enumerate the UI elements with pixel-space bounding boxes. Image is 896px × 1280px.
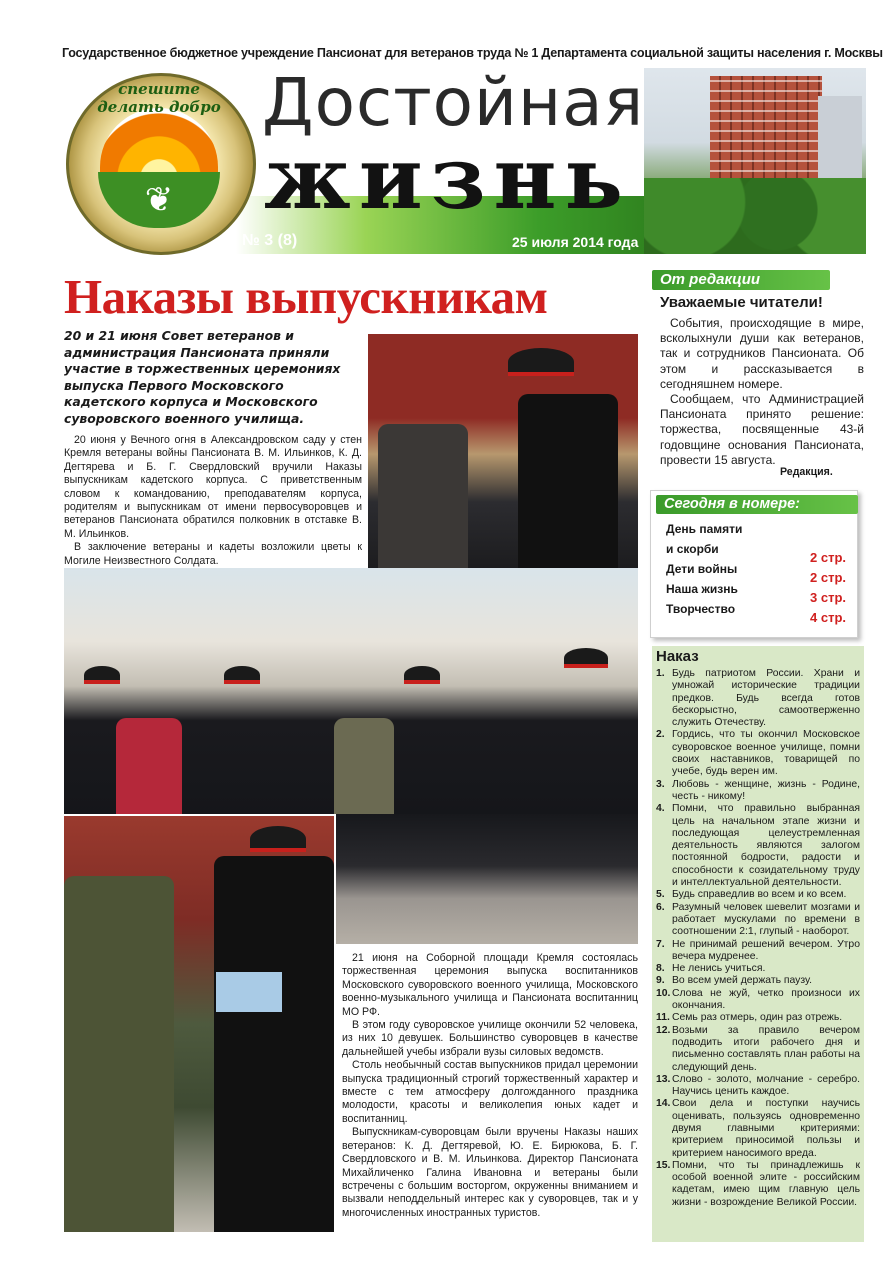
article-column-1 (64, 434, 362, 568)
item-number: 10. (656, 987, 671, 999)
item-number: 3. (656, 778, 665, 790)
nakaz-list (656, 668, 860, 1209)
editorial-signature: Редакция. (780, 466, 833, 478)
paragraph: События, происходящие в мире, всколыхнули души как ветеранов, так и сотрудников Пансионата. Об этом и рассказывается в сегодняшнем номере. (660, 316, 864, 391)
newspaper-title-line2: жизнь (264, 128, 631, 229)
contents-item: Дети войны (666, 562, 738, 576)
editorial-tab: От редакции (652, 270, 830, 290)
paragraph: В заключение ветераны и кадеты возложили цветы к Могиле Неизвестного Солдата. (64, 541, 362, 567)
article-column-2 (342, 952, 638, 1220)
item-text: Не принимай решений вечером. Утро вечера мудренее. (672, 938, 860, 962)
newspaper-title-line1: Достойная (262, 64, 645, 141)
list-item (656, 975, 860, 987)
item-number: 6. (656, 901, 665, 913)
list-item (656, 1098, 860, 1159)
list-item (656, 902, 860, 939)
issue-date: 25 июля 2014 года (512, 234, 639, 250)
issue-number: № 3 (8) (242, 232, 298, 249)
item-text: Во всем умей держать паузу. (672, 975, 813, 987)
item-text: Будь справедлив во всем и ко всем. (672, 889, 847, 901)
list-item (656, 1074, 860, 1099)
item-text: Гордись, что ты окончил Московское суворовское военное училище, помни своих наставников, товарищей по учебе, будь верен им. (672, 729, 860, 778)
list-item (656, 1160, 860, 1209)
item-number: 8. (656, 963, 665, 975)
contents-page: 2 стр. (810, 550, 846, 565)
list-item (656, 889, 860, 901)
photo-group-kremlin (64, 568, 638, 814)
item-number: 15. (656, 1159, 671, 1171)
paragraph: Выпускникам-суворовцам были вручены Наказы наших ветеранов: К. Д. Дегтяревой, Ю. Е. Бирюкова, Б. Г. Свердловского и В. М. Ильинкова. Директор Пансионата Михайличенко Галина Ивановна и ветераны были встречены с большим восторгом, окруженны вниманием и вызвали неподдельный интерес как у суворовцев, так и у многочисленных иностранных туристов. (342, 1126, 638, 1219)
paragraph: 21 июня на Соборной площади Кремля состоялась торжественная церемония выпуска воспитанников Московского суворовского военного училища, Московского военно-музыкального училища и Пансионата воспитанниц МО РФ. (342, 952, 638, 1018)
item-number: 1. (656, 668, 665, 679)
photo-award-ceremony (64, 816, 334, 1232)
paragraph: Сообщаем, что Администрацией Пансионата принято решение: торжества, посвященные 43-й годовщине основания Пансионата, провести 15 августа. (660, 392, 864, 467)
list-item (656, 988, 860, 1013)
contents-page: 2 стр. (810, 570, 846, 585)
contents-page: 4 стр. (810, 610, 846, 625)
list-item (656, 1025, 860, 1074)
photo-group-kremlin-lower (336, 814, 638, 944)
list-item (656, 803, 860, 889)
publisher-line: Государственное бюджетное учреждение Пансионат для ветеранов труда № 1 Департамента социальной защиты населения г. Москвы (62, 46, 883, 60)
item-text: Слова не жуй, четко произноси их окончания. (672, 987, 860, 1012)
logo-motto: спешите делать добро (97, 80, 221, 116)
nakaz-title: Наказ (656, 648, 699, 665)
list-item (656, 939, 860, 964)
paragraph: 20 июня у Вечного огня в Александровском саду у стен Кремля ветераны войны Пансионата В. М. Ильинков, К. Д. Дегтярева и Б. Г. Свердловский вручили Наказы выпускникам кадетского корпуса. С приветственным словом к командованию, преподавателям корпуса, родителям и выпускникам от имени первосуворовцев и ветеранов Пансионата обратился полковник в отставке В. М. Ильинков. (64, 434, 362, 540)
list-item (656, 779, 860, 804)
item-number: 5. (656, 889, 665, 901)
item-number: 9. (656, 975, 665, 987)
item-text: Возьми за правило вечером подводить итоги рабочего дня и письменно составлять план работы на следующий день. (672, 1024, 860, 1073)
item-number: 7. (656, 938, 665, 950)
paragraph: Столь необычный состав выпускников придал церемонии выпуска традиционный строгий торжественный характер и вместе с тем атмосферу долгожданного праздника молодости, красоты и великолепия юных кадет и воспитанниц. (342, 1059, 638, 1125)
item-text: Любовь - женщине, жизнь - Родине, честь - никому! (672, 778, 860, 802)
item-text: Помни, что правильно выбранная цель на начальном этапе жизни и последующая целеустремленная деятельность являются залогом постоянной бодрости, радости и способности к созидательному труду и интеллектуальной деятельности. (672, 803, 860, 889)
article-lead: 20 и 21 июня Совет ветеранов и администрация Пансионата приняли участие в торжественных церемониях выпуска Первого Московского кадетского корпуса и Московского суворовского военного училища. (64, 328, 341, 426)
editorial-body (660, 316, 864, 468)
item-text: Помни, что ты принадлежишь к особой военной элите - российским кадетам, имею щим главную цель жизни - возрождение Великой России. (672, 1159, 860, 1208)
contents-item: Творчество (666, 602, 736, 616)
item-number: 11. (656, 1012, 670, 1024)
editorial-title: Уважаемые читатели! (660, 294, 823, 311)
list-item (656, 729, 860, 778)
item-text: Не ленись учиться. (672, 963, 766, 975)
building-photo (644, 68, 866, 254)
headline: Наказы выпускникам (64, 269, 548, 324)
item-number: 2. (656, 729, 665, 741)
list-item (656, 1012, 860, 1024)
hands-icon: ❦ (144, 181, 174, 219)
contents-item: Наша жизнь (666, 582, 738, 596)
contents-tab: Сегодня в номере: (656, 495, 858, 514)
contents-item: и скорби (666, 542, 719, 556)
list-item (656, 963, 860, 975)
item-number: 12. (656, 1024, 671, 1036)
contents-page: 3 стр. (810, 590, 846, 605)
item-text: Будь патриотом России. Храни и умножай исторические традиции предков. Будь всегда готов бескорыстно, самоотверженно служить Отечеству. (672, 668, 860, 729)
item-number: 14. (656, 1098, 671, 1110)
photo-veteran-cadet (368, 334, 638, 574)
item-number: 4. (656, 803, 665, 815)
item-text: Свои дела и поступки научись оценивать, пользуясь одновременно двумя главными критериями: критерием приносимой пользы и критерием наносимого вреда. (672, 1098, 860, 1159)
paragraph: В этом году суворовское училище окончили 52 человека, из них 10 девушек. Большинство суворовцев в качестве дальнейшей учебы избрали вузы силовых ведомств. (342, 1019, 638, 1058)
item-text: Разумный человек шевелит мозгами и работает мускулами по времени в соотношении 2:1, глупый - наоборот. (672, 901, 860, 938)
item-text: Семь раз отмерь, один раз отрежь. (672, 1012, 843, 1024)
list-item (656, 668, 860, 729)
item-number: 13. (656, 1073, 671, 1085)
contents-item: День памяти (666, 522, 743, 536)
item-text: Слово - золото, молчание - серебро. Научись ценить каждое. (672, 1073, 860, 1098)
